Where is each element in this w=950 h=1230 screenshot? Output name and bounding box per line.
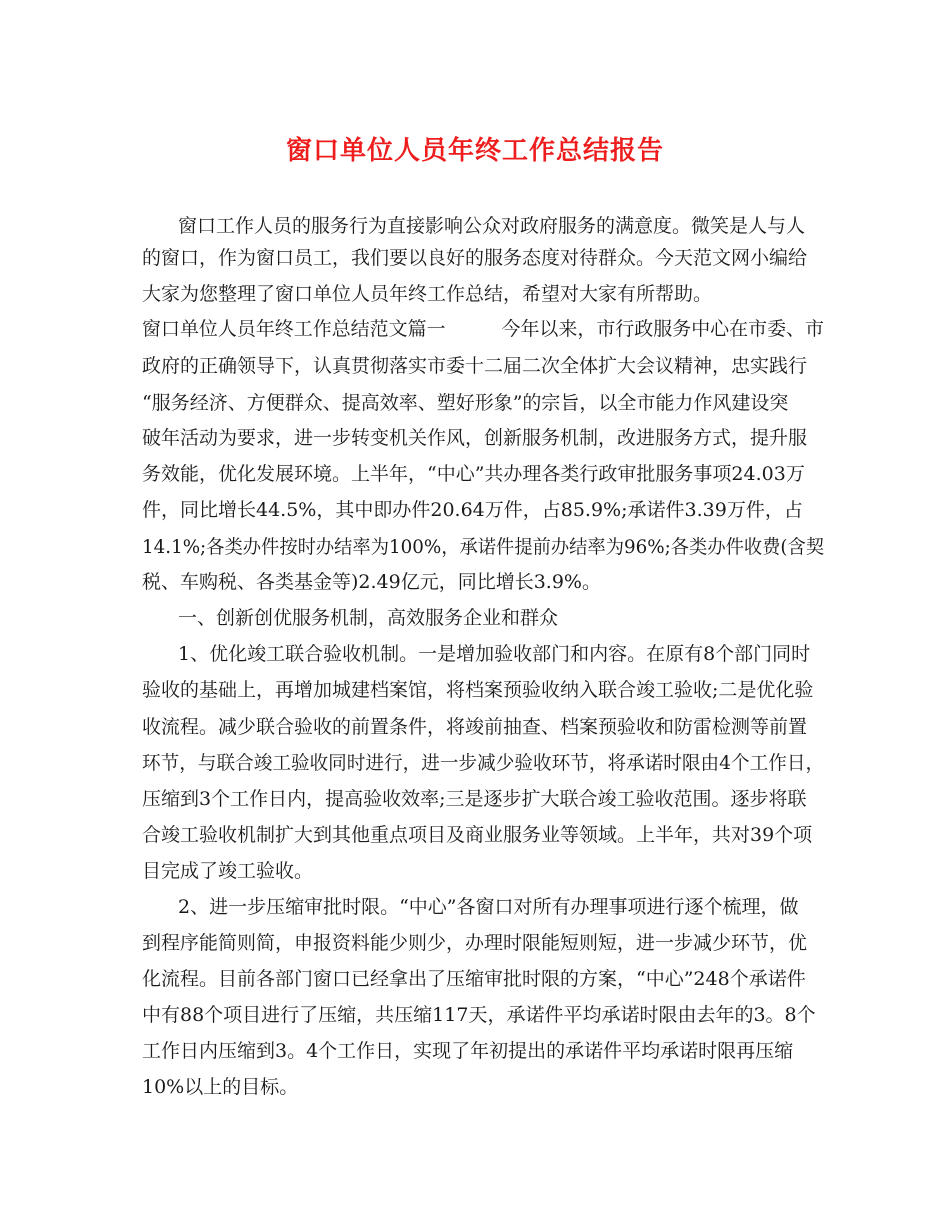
text-segment: 今年以来，市行政服务中心在市委、市 — [501, 318, 825, 340]
text-line: 税、车购税、各类基金等)2.49亿元，同比增长3.9%。 — [142, 571, 601, 593]
text-line: “服务经济、方便群众、提高效率、塑好形象”的宗旨，以全市能力作风建设突 — [142, 392, 789, 414]
text-line: 1、优化竣工联合验收机制。一是增加验收部门和内容。在原有8个部门同时 — [178, 643, 811, 665]
text-line: 化流程。目前各部门窗口已经拿出了压缩审批时限的方案，“中心”248个承诺件 — [142, 968, 806, 990]
text-line: 2、进一步压缩审批时限。“中心”各窗口对所有办理事项进行逐个梳理，做 — [178, 896, 799, 918]
text-line: 14.1%;各类办件按时办结率为100%，承诺件提前办结率为96%;各类办件收费(含契 — [142, 536, 825, 558]
text-line: 中有88个项目进行了压缩，共压缩117天，承诺件平均承诺时限由去年的3。8个 — [142, 1004, 816, 1026]
text-line: 的窗口，作为窗口员工，我们要以良好的服务态度对待群众。今天范文网小编给 — [142, 247, 808, 269]
text-line: 10%以上的目标。 — [142, 1076, 299, 1098]
text-line: 压缩到3个工作日内，提高验收效率;三是逐步扩大联合竣工验收范围。逐步将联 — [142, 788, 807, 810]
text-line: 环节，与联合竣工验收同时进行，进一步减少验收环节，将承诺时限由4个工作日， — [142, 752, 825, 774]
text-line-compound — [142, 316, 824, 342]
text-line: 收流程。减少联合验收的前置条件，将竣前抽查、档案预验收和防雷检测等前置 — [142, 716, 808, 738]
text-line: 工作日内压缩到3。4个工作日，实现了年初提出的承诺件平均承诺时限再压缩 — [142, 1040, 794, 1062]
text-line: 窗口工作人员的服务行为直接影响公众对政府服务的满意度。微笑是人与人 — [178, 215, 806, 237]
text-line: 目完成了竣工验收。 — [142, 860, 314, 882]
document-title: 窗口单位人员年终工作总结报告 — [285, 136, 664, 166]
text-line: 验收的基础上，再增加城建档案馆，将档案预验收纳入联合竣工验收;二是优化验 — [142, 679, 814, 701]
text-line: 大家为您整理了窗口单位人员年终工作总结，希望对大家有所帮助。 — [142, 283, 713, 305]
text-line: 政府的正确领导下，认真贯彻落实市委十二届二次全体扩大会议精神，忠实践行 — [142, 355, 808, 377]
text-line: 件，同比增长44.5%，其中即办件20.64万件，占85.9%;承诺件3.39万件，占 — [142, 499, 803, 521]
text-line: 到程序能简则简，申报资料能少则少，办理时限能短则短，进一步减少环节，优 — [142, 932, 808, 954]
text-line: 务效能，优化发展环境。上半年，“中心”共办理各类行政审批服务事项24.03万 — [142, 463, 805, 485]
text-line: 破年活动为要求，进一步转变机关作风，创新服务机制，改进服务方式，提升服 — [142, 427, 808, 449]
section-heading: 窗口单位人员年终工作总结范文篇一 — [142, 318, 446, 340]
text-line: 一、创新创优服务机制，高效服务企业和群众 — [178, 607, 559, 629]
text-line: 合竣工验收机制扩大到其他重点项目及商业服务业等领域。上半年，共对39个项 — [142, 824, 813, 846]
